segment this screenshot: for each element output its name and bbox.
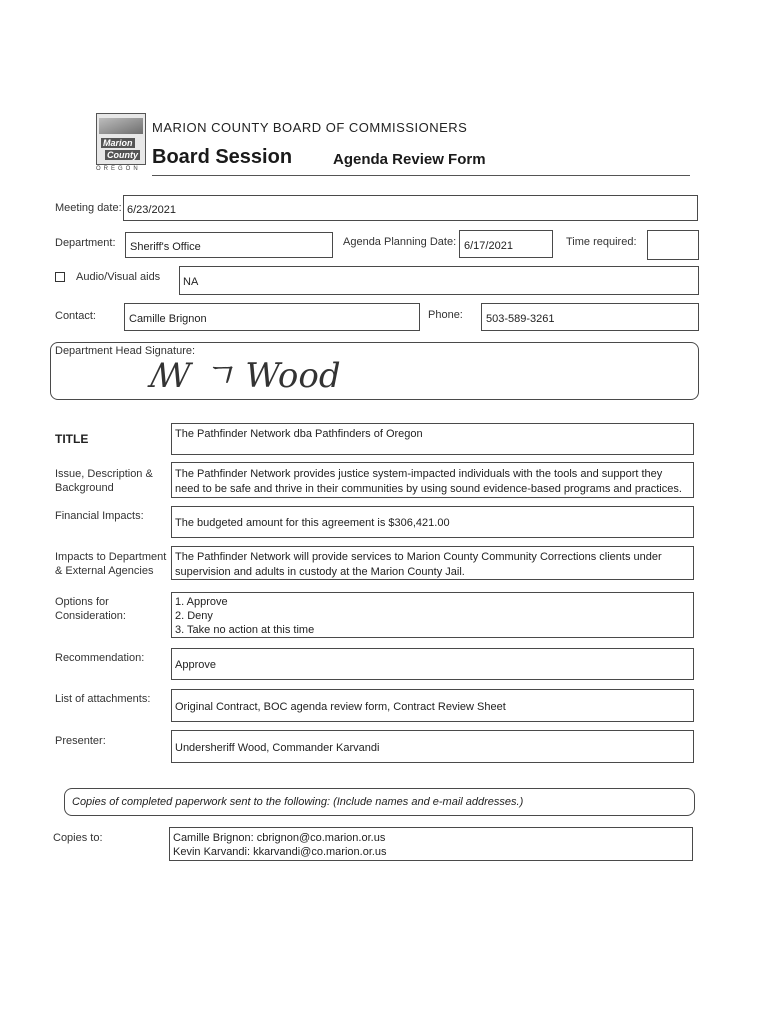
presenter-value: Undersheriff Wood, Commander Karvandi <box>175 742 380 754</box>
org-name: MARION COUNTY BOARD OF COMMISSIONERS <box>152 120 468 135</box>
issue-field[interactable] <box>171 462 694 498</box>
meeting-date-value: 6/23/2021 <box>127 204 176 216</box>
attachments-field[interactable] <box>171 689 694 722</box>
phone-label: Phone: <box>428 309 463 321</box>
impacts-field[interactable] <box>171 546 694 580</box>
options-label-line2: Consideration: <box>55 610 126 622</box>
header-divider <box>152 175 690 176</box>
time-required-label: Time required: <box>566 236 637 248</box>
contact-label: Contact: <box>55 310 96 322</box>
planning-date-label: Agenda Planning Date: <box>343 236 457 248</box>
signature-label: Department Head Signature: <box>55 345 196 357</box>
copies-note: Copies of completed paperwork sent to the following: (Include names and e-mail addresses.) <box>72 796 524 808</box>
title-value: The Pathfinder Network dba Pathfinders of Oregon <box>175 428 423 440</box>
impacts-line2: supervision and adults in custody at the Marion County Jail. <box>175 566 465 578</box>
recommendation-label: Recommendation: <box>55 652 145 664</box>
av-aids-value: NA <box>183 276 199 288</box>
phone-field[interactable] <box>481 303 699 331</box>
planning-date-field[interactable] <box>459 230 553 258</box>
financial-field[interactable] <box>171 506 694 538</box>
planning-date-value: 6/17/2021 <box>464 240 513 252</box>
time-required-field[interactable] <box>647 230 699 260</box>
mountain-graphic <box>99 118 143 134</box>
option-item: 2. Deny <box>175 610 213 622</box>
department-value: Sheriff's Office <box>130 241 201 253</box>
contact-field[interactable] <box>124 303 420 331</box>
av-aids-label: Audio/Visual aids <box>76 271 161 283</box>
attachments-value: Original Contract, BOC agenda review form, Contract Review Sheet <box>175 701 506 713</box>
meeting-date-label: Meeting date: <box>55 202 122 214</box>
logo-state: OREGON <box>96 166 141 172</box>
copies-to-line: Camille Brignon: cbrignon@co.marion.or.us <box>173 832 386 844</box>
av-aids-checkbox[interactable] <box>55 272 65 282</box>
form-title-bold: Board Session <box>152 146 293 168</box>
logo-text-county: County <box>107 150 138 160</box>
county-logo <box>96 113 146 165</box>
recommendation-field[interactable] <box>171 648 694 680</box>
av-aids-field[interactable] <box>179 266 699 295</box>
options-field[interactable] <box>171 592 694 638</box>
form-title-rest: Agenda Review Form <box>333 151 486 168</box>
financial-label: Financial Impacts: <box>55 510 144 522</box>
issue-label-line1: Issue, Description & <box>55 468 153 480</box>
recommendation-value: Approve <box>175 659 216 671</box>
attachments-label: List of attachments: <box>55 693 151 705</box>
meeting-date-field[interactable] <box>123 195 698 221</box>
copies-to-label: Copies to: <box>53 832 103 844</box>
contact-value: Camille Brignon <box>129 313 207 325</box>
option-item: 3. Take no action at this time <box>175 624 315 636</box>
presenter-label: Presenter: <box>55 735 106 747</box>
department-field[interactable] <box>125 232 333 258</box>
copies-to-field[interactable] <box>169 827 693 861</box>
financial-value: The budgeted amount for this agreement is $306,421.00 <box>175 517 450 529</box>
impacts-label-line1: Impacts to Department <box>55 551 167 563</box>
impacts-line1: The Pathfinder Network will provide services to Marion County Community Corrections clients under <box>175 551 662 563</box>
logo-text-marion: Marion <box>103 138 133 148</box>
issue-line2: need to be safe and thrive in their communities by using sound evidence-based programs and practices. <box>175 483 682 495</box>
presenter-field[interactable] <box>171 730 694 763</box>
issue-line1: The Pathfinder Network provides justice system-impacted individuals with the tools and support they <box>175 468 663 480</box>
copies-to-line: Kevin Karvandi: kkarvandi@co.marion.or.us <box>173 846 387 858</box>
option-item: 1. Approve <box>175 596 228 608</box>
phone-value: 503-589-3261 <box>486 313 555 325</box>
copies-note-box <box>64 788 695 816</box>
department-label: Department: <box>55 237 116 249</box>
options-label-line1: Options for <box>55 596 109 608</box>
impacts-label-line2: & External Agencies <box>55 565 154 577</box>
signature-scrawl: ꟿ ㄱ Wood <box>150 356 341 396</box>
issue-label-line2: Background <box>55 482 114 494</box>
title-label: TITLE <box>55 432 89 446</box>
title-field[interactable] <box>171 423 694 455</box>
